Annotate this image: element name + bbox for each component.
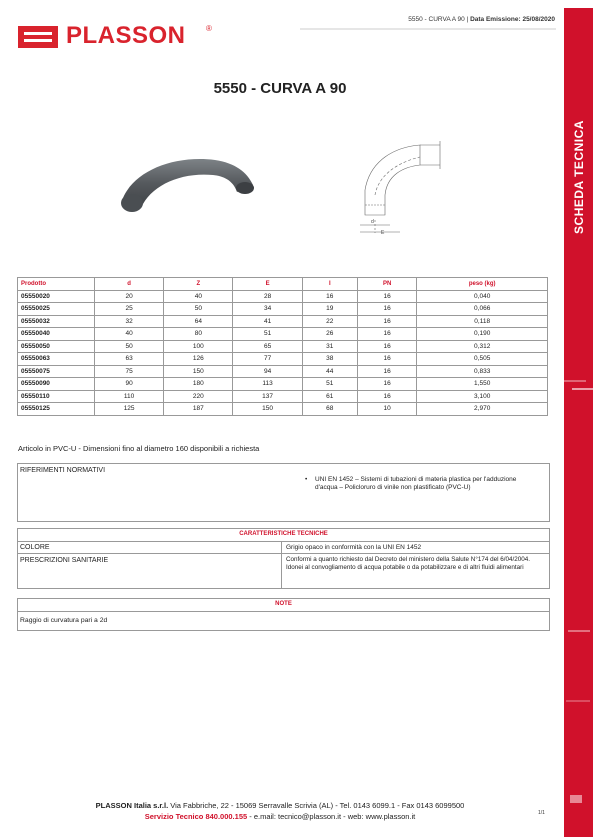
table-row — [18, 353, 548, 366]
riferimenti-box — [17, 463, 550, 522]
product-code-cell: 05550020 — [18, 290, 95, 303]
col-header-e: E — [233, 278, 302, 291]
table-row — [18, 340, 548, 353]
table-cell: 16 — [357, 290, 416, 303]
table-cell: 10 — [357, 403, 416, 416]
product-code-cell: 05550110 — [18, 390, 95, 403]
product-code-cell: 05550090 — [18, 378, 95, 391]
table-cell: 0,190 — [417, 328, 548, 341]
table-row — [18, 365, 548, 378]
riferimenti-text: UNI EN 1452 – Sistemi di tubazioni di materia plastica per l'adduzione d'acqua – Policloruro di vinile non plastificato (PVC-U) — [315, 476, 517, 491]
table-cell: 16 — [357, 303, 416, 316]
table-cell: 68 — [302, 403, 357, 416]
page-number: 1/1 — [538, 810, 545, 816]
decor-square — [570, 795, 582, 803]
logo-mark-icon — [18, 26, 58, 48]
table-cell: 150 — [164, 365, 233, 378]
table-cell: 19 — [302, 303, 357, 316]
table-cell: 51 — [302, 378, 357, 391]
product-code-cell: 05550063 — [18, 353, 95, 366]
decor-stripe — [572, 388, 593, 390]
table-cell: 0,505 — [417, 353, 548, 366]
table-cell: 220 — [164, 390, 233, 403]
table-cell: 65 — [233, 340, 302, 353]
caratteristiche-box — [17, 528, 550, 589]
table-cell: 16 — [302, 290, 357, 303]
drawing-label-d: d — [371, 219, 374, 225]
table-cell: 50 — [164, 303, 233, 316]
table-cell: 51 — [233, 328, 302, 341]
table-cell: 0,040 — [417, 290, 548, 303]
table-row — [18, 315, 548, 328]
table-row — [18, 390, 548, 403]
table-cell: 100 — [164, 340, 233, 353]
decor-stripe — [564, 380, 586, 382]
colore-value: Grigio opaco in conformità con la UNI EN 1452 — [286, 544, 422, 551]
table-header-row — [18, 278, 548, 291]
decor-stripe — [566, 700, 590, 702]
drawing-label-e: E — [381, 230, 385, 235]
product-photo — [115, 150, 260, 225]
col-header-pn: PN — [357, 278, 416, 291]
table-cell: 16 — [357, 390, 416, 403]
table-cell: 16 — [357, 315, 416, 328]
table-cell: 77 — [233, 353, 302, 366]
footer — [0, 800, 560, 822]
table-cell: 20 — [95, 290, 164, 303]
table-cell: 28 — [233, 290, 302, 303]
table-cell: 113 — [233, 378, 302, 391]
footer-address: Via Fabbriche, 22 - 15069 Serravalle Scrivia (AL) - Tel. 0143 6099.1 - Fax 0143 6099500 — [168, 801, 465, 810]
table-cell: 26 — [302, 328, 357, 341]
table-cell: 187 — [164, 403, 233, 416]
table-cell: 150 — [233, 403, 302, 416]
footer-service: Servizio Tecnico 840.000.155 — [144, 812, 248, 821]
table-cell: 2,970 — [417, 403, 548, 416]
table-cell: 31 — [302, 340, 357, 353]
table-cell: 34 — [233, 303, 302, 316]
table-cell: 180 — [164, 378, 233, 391]
table-row — [18, 328, 548, 341]
table-cell: 125 — [95, 403, 164, 416]
doc-ref: 5550 - CURVA A 90 — [408, 16, 465, 23]
table-cell: 40 — [95, 328, 164, 341]
registered-mark: ® — [206, 24, 212, 33]
table-cell: 22 — [302, 315, 357, 328]
table-cell: 32 — [95, 315, 164, 328]
product-code-cell: 05550040 — [18, 328, 95, 341]
riferimenti-item: • UNI EN 1452 – Sistemi di tubazioni di materia plastica per l'adduzione d'acqua – Policloruro di vinile non plastificato (PVC-U) — [305, 476, 525, 492]
doc-meta: 5550 - CURVA A 90 | Data Emissione: 25/08/2020 — [408, 16, 555, 23]
table-cell: 64 — [164, 315, 233, 328]
table-cell: 16 — [357, 378, 416, 391]
table-cell: 80 — [164, 328, 233, 341]
product-code-cell: 05550025 — [18, 303, 95, 316]
table-cell: 110 — [95, 390, 164, 403]
table-row — [18, 303, 548, 316]
note-box — [17, 598, 550, 631]
table-cell: 0,312 — [417, 340, 548, 353]
table-cell: 94 — [233, 365, 302, 378]
col-header-peso: peso (kg) — [417, 278, 548, 291]
table-cell: 16 — [357, 340, 416, 353]
product-code-cell: 05550050 — [18, 340, 95, 353]
prescrizioni-label: PRESCRIZIONI SANITARIE — [20, 557, 109, 564]
table-cell: 126 — [164, 353, 233, 366]
table-cell: 16 — [357, 328, 416, 341]
logo-text: PLASSON — [66, 22, 186, 49]
table-cell: 0,118 — [417, 315, 548, 328]
table-cell: 16 — [357, 353, 416, 366]
table-cell: 40 — [164, 290, 233, 303]
table-cell: 44 — [302, 365, 357, 378]
decor-stripe — [568, 630, 590, 632]
col-header-d: d — [95, 278, 164, 291]
table-row — [18, 290, 548, 303]
header-rule — [300, 28, 556, 30]
footer-company: PLASSON Italia s.r.l. — [95, 801, 169, 810]
table-cell: 16 — [357, 365, 416, 378]
table-cell: 137 — [233, 390, 302, 403]
table-row — [18, 403, 548, 416]
footer-address-line — [0, 800, 560, 811]
table-note: Articolo in PVC-U - Dimensioni fino al diametro 160 disponibili a richiesta — [18, 444, 260, 453]
table-cell: 90 — [95, 378, 164, 391]
col-header-z: Z — [164, 278, 233, 291]
product-code-cell: 05550032 — [18, 315, 95, 328]
product-code-cell: 05550075 — [18, 365, 95, 378]
product-code-cell: 05550125 — [18, 403, 95, 416]
colore-label: COLORE — [20, 544, 50, 551]
table-cell: 41 — [233, 315, 302, 328]
side-banner — [564, 0, 593, 837]
footer-contacts: - e.mail: tecnico@plasson.it - web: www.plasson.it — [247, 812, 416, 821]
table-cell: 50 — [95, 340, 164, 353]
table-row — [18, 378, 548, 391]
issue-date: Data Emissione: 25/08/2020 — [470, 16, 555, 23]
table-cell: 3,100 — [417, 390, 548, 403]
col-header-prodotto: Prodotto — [18, 278, 95, 291]
technical-drawing — [345, 135, 455, 235]
table-cell: 0,066 — [417, 303, 548, 316]
table-cell: 0,833 — [417, 365, 548, 378]
table-cell: 63 — [95, 353, 164, 366]
table-cell: 38 — [302, 353, 357, 366]
note-title: NOTE — [275, 601, 292, 607]
footer-contact-line — [0, 811, 560, 822]
plasson-logo — [18, 22, 218, 52]
side-banner-label: SCHEDA TECNICA — [572, 120, 586, 234]
caratteristiche-title: CARATTERISTICHE TECNICHE — [239, 531, 328, 537]
page-title: 5550 - CURVA A 90 — [213, 80, 347, 97]
col-header-i: I — [302, 278, 357, 291]
riferimenti-label: RIFERIMENTI NORMATIVI — [20, 467, 106, 474]
table-cell: 25 — [95, 303, 164, 316]
table-cell: 61 — [302, 390, 357, 403]
prescrizioni-value: Conformi a quanto richiesto dal Decreto del ministero della Salute N°174 del 6/04/2004. Idonei al convogliamento di acqua potabile o da potabilizzare e di altri fluidi alimentari — [286, 556, 531, 571]
dimensions-table — [17, 277, 548, 416]
table-cell: 1,550 — [417, 378, 548, 391]
table-cell: 75 — [95, 365, 164, 378]
note-text: Raggio di curvatura pari a 2d — [20, 617, 108, 624]
